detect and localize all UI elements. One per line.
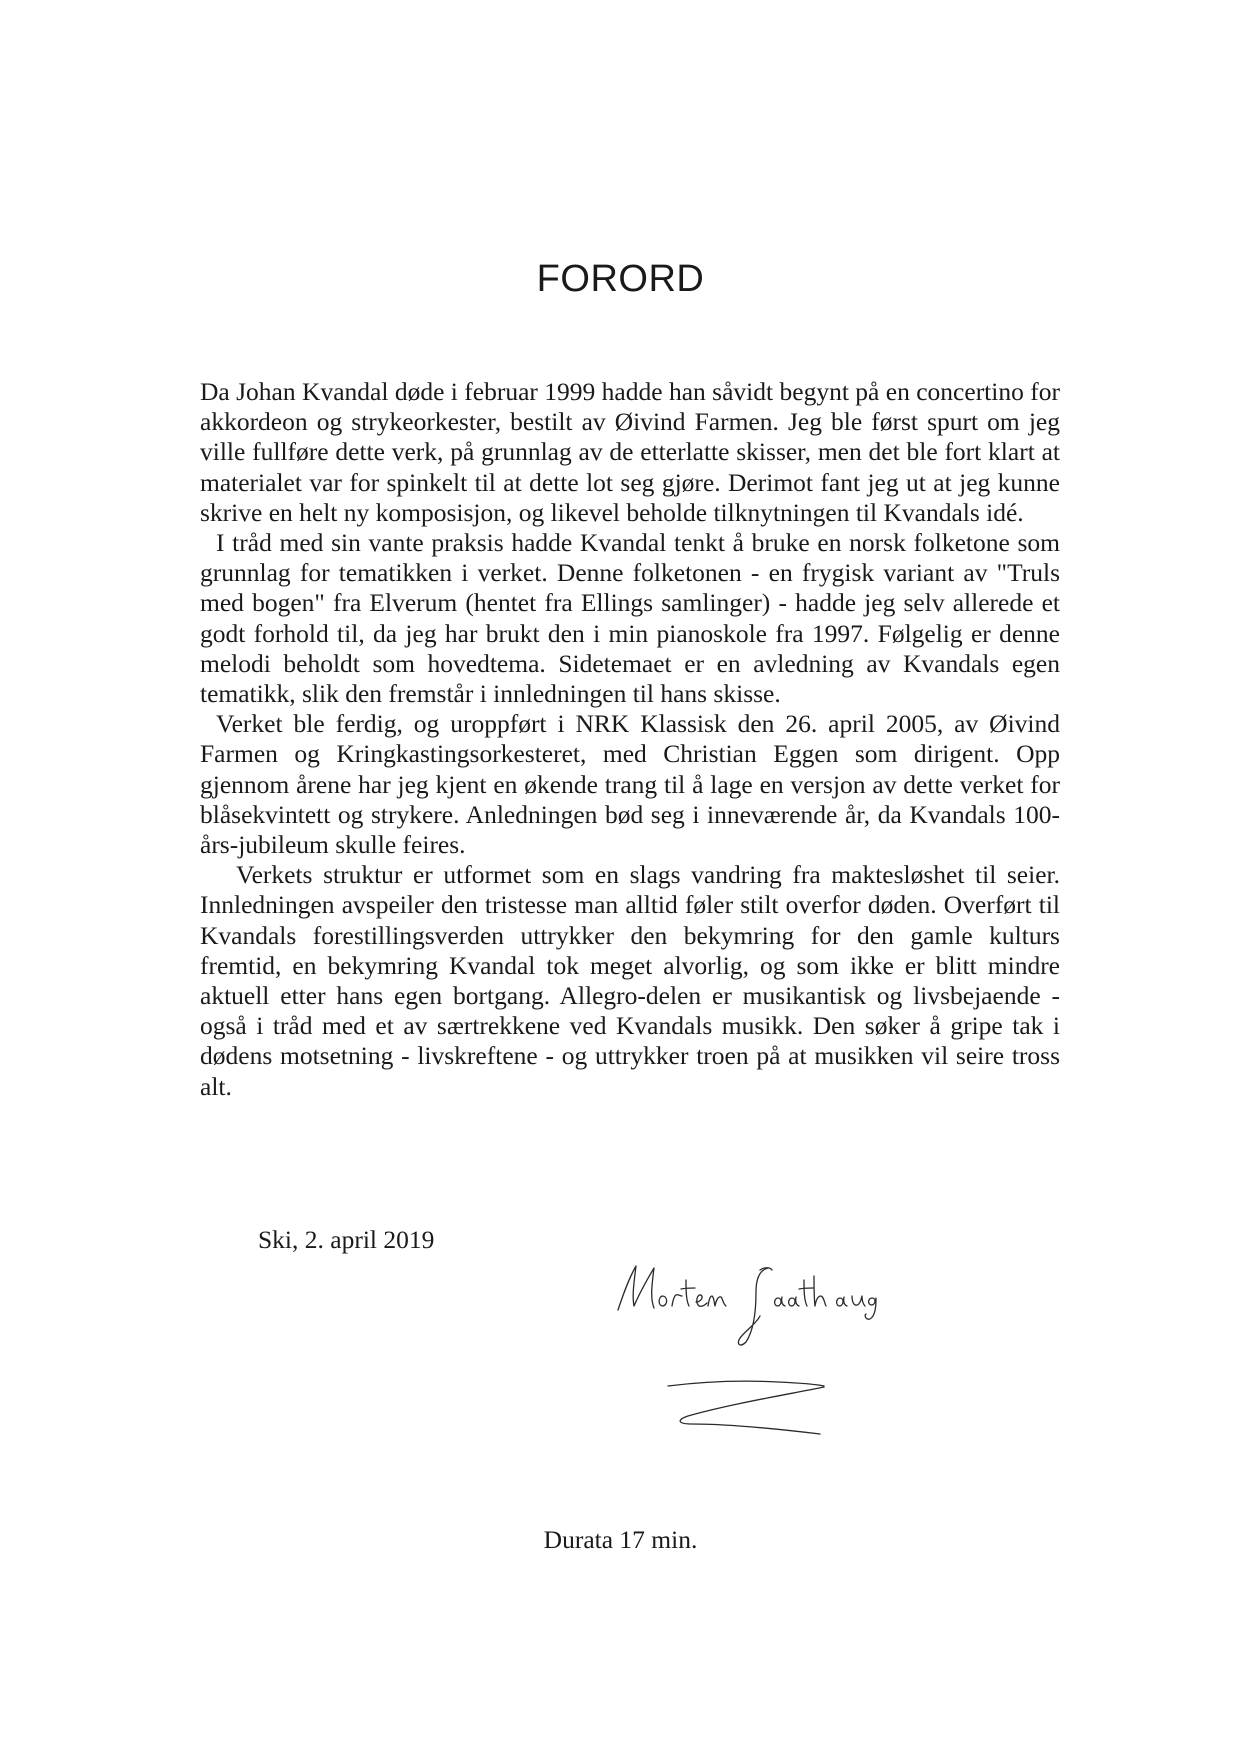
paragraph-2: I tråd med sin vante praksis hadde Kvandal tenkt å bruke en norsk folketone som grunnlag for tematikken i verket. Denne folketonen - en frygisk variant av "Truls med bogen" fra Elverum (hentet fra Ellings samlinger) - hadde jeg selv allerede et godt forhold til, da jeg har brukt den i min pianoskole fra 1997. Følgelig er denne melodi beholdt som hovedtema. Sidetemaet er en avledning av Kvandals egen tematikk, slik den fremstår i innledningen til hans skisse. (200, 528, 1060, 709)
handwritten-signature (610, 1258, 950, 1438)
page-title: FORORD (536, 258, 705, 300)
place-date: Ski, 2. april 2019 (258, 1225, 435, 1254)
preface-body (200, 377, 1060, 1102)
paragraph-3: Verket ble ferdig, og uroppført i NRK Klassisk den 26. april 2005, av Øivind Farmen og Kringkastingsorkesteret, med Christian Eggen som dirigent. Opp gjennom årene har jeg kjent en økende trang til å lage en versjon av dette verket for blåsekvintett og strykere. Anledningen bød seg i inneværende år, da Kvandals 100-års-jubileum skulle feires. (200, 709, 1060, 860)
paragraph-4: Verkets struktur er utformet som en slags vandring fra maktesløshet til seier. Innledningen avspeiler den tristesse man alltid føler stilt overfor døden. Overført til Kvandals forestillingsverden uttrykker den bekymring for den gamle kulturs fremtid, en bekymring Kvandal tok meget alvorlig, og som ikke er blitt mindre aktuell etter hans egen bortgang. Allegro-delen er musikantisk og livsbejaende - også i tråd med et av særtrekkene ved Kvandals musikk. Den søker å gripe tak i dødens motsetning - livskreftene - og uttrykker troen på at musikken vil seire tross alt. (200, 860, 1060, 1101)
duration-note: Durata 17 min. (543, 1525, 698, 1554)
paragraph-1: Da Johan Kvandal døde i februar 1999 hadde han såvidt begynt på en concertino for akkordeon og strykeorkester, bestilt av Øivind Farmen. Jeg ble først spurt om jeg ville fullføre dette verk, på grunnlag av de etterlatte skisser, men det ble fort klart at materialet var for spinkelt til at dette lot seg gjøre. Derimot fant jeg ut at jeg kunne skrive en helt ny komposisjon, og likevel beholde tilknytningen til Kvandals idé. (200, 377, 1060, 527)
